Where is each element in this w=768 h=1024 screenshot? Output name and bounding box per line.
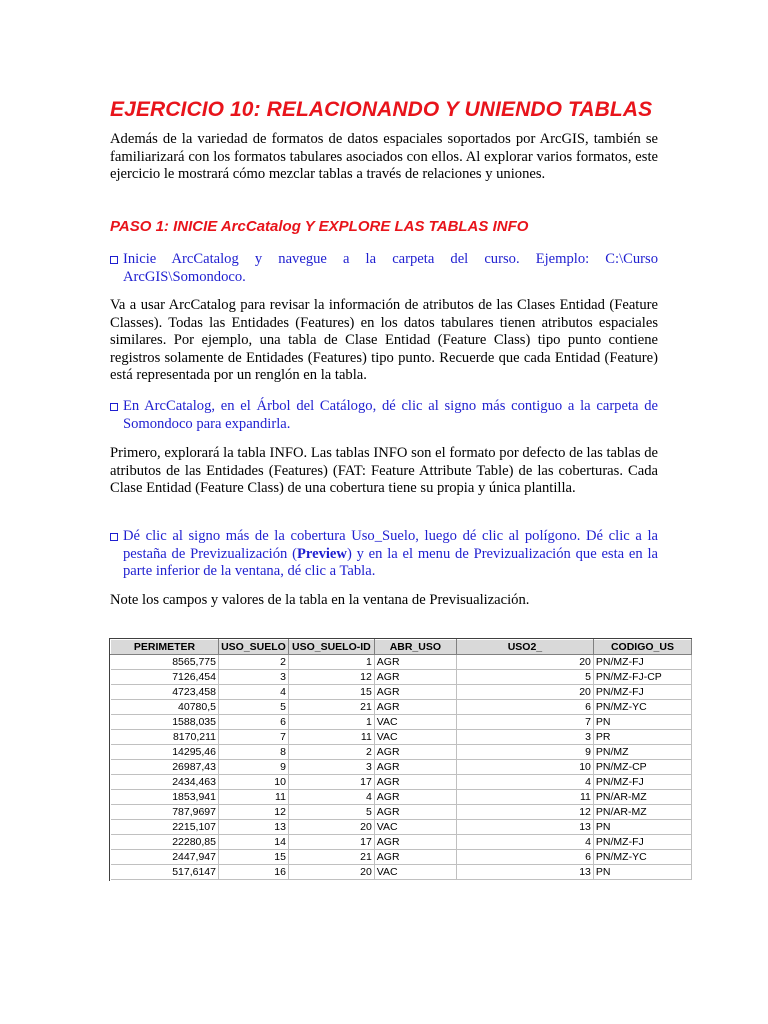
table-cell: 3 (288, 760, 374, 775)
table-cell: 10 (218, 775, 288, 790)
table-cell: PN/MZ-CP (593, 760, 691, 775)
table-cell: 1588,035 (111, 715, 219, 730)
table-row[interactable] (111, 670, 692, 685)
table-cell: 21 (288, 700, 374, 715)
table-cell: PN/MZ-FJ (593, 685, 691, 700)
table-row[interactable] (111, 835, 692, 850)
step-1-heading: PASO 1: INICIE ArcCatalog Y EXPLORE LAS TABLAS INFO (110, 218, 529, 235)
table-cell: PR (593, 730, 691, 745)
table-cell: 3 (218, 670, 288, 685)
table-cell: 6 (456, 700, 593, 715)
paragraph-info-tables: Primero, explorará la tabla INFO. Las tablas INFO son el formato por defecto de las tablas de atributos de las Entidades (Features) (FAT: Feature Attribute Table) de las coberturas. Cada Clase Entidad (Feature Class) de una cobertura tiene su propia y única plantilla. (110, 445, 658, 497)
table-cell: 11 (456, 790, 593, 805)
column-header[interactable]: ABR_USO (374, 640, 456, 655)
table-cell: PN/MZ-FJ-CP (593, 670, 691, 685)
table-cell: 11 (218, 790, 288, 805)
table-cell: PN/MZ-YC (593, 850, 691, 865)
table-row[interactable] (111, 805, 692, 820)
table-cell: 2215,107 (111, 820, 219, 835)
table-cell: 3 (456, 730, 593, 745)
table-cell: 11 (288, 730, 374, 745)
table-cell: AGR (374, 670, 456, 685)
bullet-text-part: Dé clic al signo más de la cobertura Uso_Suelo, luego dé clic al polígono. Dé clic a la pestaña de Previzualización ( (123, 528, 658, 562)
table-cell: 16 (218, 865, 288, 880)
table-cell: AGR (374, 745, 456, 760)
table-cell: 12 (456, 805, 593, 820)
table-cell: 787,9697 (111, 805, 219, 820)
table-cell: 8170,211 (111, 730, 219, 745)
table-cell: PN (593, 820, 691, 835)
table-cell: 2434,463 (111, 775, 219, 790)
bullet-item-2 (110, 398, 658, 433)
table-cell: 7126,454 (111, 670, 219, 685)
column-header[interactable]: USO2_ (456, 640, 593, 655)
table-cell: 7 (218, 730, 288, 745)
table-cell: 12 (218, 805, 288, 820)
table-cell: 12 (288, 670, 374, 685)
table-cell: 13 (218, 820, 288, 835)
table-row[interactable] (111, 685, 692, 700)
table-cell: AGR (374, 805, 456, 820)
column-header[interactable]: CODIGO_US (593, 640, 691, 655)
table-cell: 9 (456, 745, 593, 760)
square-bullet-icon (110, 403, 118, 411)
table-cell: VAC (374, 730, 456, 745)
table-cell: 40780,5 (111, 700, 219, 715)
table-cell: 4 (456, 775, 593, 790)
table-cell: 20 (288, 820, 374, 835)
table-cell: PN/MZ-FJ (593, 655, 691, 670)
table-cell: 15 (218, 850, 288, 865)
table-cell: 1 (288, 715, 374, 730)
table-cell: 4 (218, 685, 288, 700)
table-row[interactable] (111, 760, 692, 775)
table-cell: 10 (456, 760, 593, 775)
table-row[interactable] (111, 715, 692, 730)
column-header[interactable]: PERIMETER (111, 640, 219, 655)
table-cell: 26987,43 (111, 760, 219, 775)
table-cell: VAC (374, 715, 456, 730)
attribute-table (110, 639, 692, 880)
table-row[interactable] (111, 865, 692, 880)
square-bullet-icon (110, 533, 118, 541)
table-cell: AGR (374, 790, 456, 805)
table-row[interactable] (111, 700, 692, 715)
table-cell: 8565,775 (111, 655, 219, 670)
table-row[interactable] (111, 745, 692, 760)
table-cell: 13 (456, 865, 593, 880)
table-row[interactable] (111, 775, 692, 790)
table-cell: 17 (288, 775, 374, 790)
column-header[interactable]: USO_SUELO (218, 640, 288, 655)
table-row[interactable] (111, 730, 692, 745)
table-cell: VAC (374, 865, 456, 880)
table-cell: 5 (456, 670, 593, 685)
table-body (111, 655, 692, 880)
table-cell: PN/MZ (593, 745, 691, 760)
table-cell: 8 (218, 745, 288, 760)
table-cell: 1 (288, 655, 374, 670)
table-cell: 2447,947 (111, 850, 219, 865)
table-cell: AGR (374, 835, 456, 850)
intro-paragraph: Además de la variedad de formatos de datos espaciales soportados por ArcGIS, también se familiarizará con los formatos tabulares asociados con ellos. Al explorar varios formatos, este ejercicio le mostrará cómo mezclar tablas a través de relaciones y uniones. (110, 131, 658, 183)
table-cell: AGR (374, 775, 456, 790)
table-cell: PN/AR-MZ (593, 805, 691, 820)
table-cell: AGR (374, 685, 456, 700)
table-cell: AGR (374, 655, 456, 670)
table-cell: AGR (374, 850, 456, 865)
table-cell: 4 (288, 790, 374, 805)
paragraph-feature-classes: Va a usar ArcCatalog para revisar la información de atributos de las Clases Entidad (Feature Classes). Todas las Entidades (Features) en los datos tabulares tienen atributos espaciales similares. Por ejemplo, una tabla de Clase Entidad (Feature Class) tipo punto contiene registros solamente de Entidades (Features) tipo punto. Recuerde que cada Entidad (Feature) está representada por un renglón en la tabla. (110, 297, 658, 384)
table-cell: 517,6147 (111, 865, 219, 880)
table-cell: 14295,46 (111, 745, 219, 760)
table-cell: 2 (288, 745, 374, 760)
table-row[interactable] (111, 820, 692, 835)
table-cell: AGR (374, 700, 456, 715)
preview-term: Preview (296, 545, 347, 562)
table-cell: PN/MZ-YC (593, 700, 691, 715)
table-cell: 21 (288, 850, 374, 865)
table-cell: 1853,941 (111, 790, 219, 805)
table-cell: 2 (218, 655, 288, 670)
page-title: EJERCICIO 10: RELACIONANDO Y UNIENDO TABLAS (110, 98, 653, 121)
table-cell: PN/MZ-FJ (593, 835, 691, 850)
table-cell: PN/AR-MZ (593, 790, 691, 805)
table-cell: PN/MZ-FJ (593, 775, 691, 790)
table-cell: 5 (218, 700, 288, 715)
table-cell: PN (593, 865, 691, 880)
bullet-text: Inicie ArcCatalog y navegue a la carpeta del curso. Ejemplo: C:\Curso ArcGIS\Somondoco. (123, 251, 658, 285)
table-cell: 9 (218, 760, 288, 775)
table-cell: VAC (374, 820, 456, 835)
attribute-table-preview (109, 638, 692, 881)
table-cell: 6 (218, 715, 288, 730)
bullet-item-1 (110, 251, 658, 286)
bullet-text (110, 528, 658, 581)
table-cell: 20 (288, 865, 374, 880)
table-cell: 22280,85 (111, 835, 219, 850)
paragraph-note: Note los campos y valores de la tabla en la ventana de Previsualización. (110, 592, 530, 608)
table-row[interactable] (111, 655, 692, 670)
table-cell: PN (593, 715, 691, 730)
table-cell: 4 (456, 835, 593, 850)
table-row[interactable] (111, 850, 692, 865)
table-cell: 17 (288, 835, 374, 850)
table-cell: 20 (456, 655, 593, 670)
table-cell: 13 (456, 820, 593, 835)
square-bullet-icon (110, 256, 118, 264)
table-cell: 15 (288, 685, 374, 700)
table-cell: 5 (288, 805, 374, 820)
table-cell: 4723,458 (111, 685, 219, 700)
table-row[interactable] (111, 790, 692, 805)
table-header-row (111, 640, 692, 655)
bullet-text: En ArcCatalog, en el Árbol del Catálogo, dé clic al signo más contiguo a la carpeta de Somondoco para expandirla. (123, 398, 658, 432)
bullet-item-3 (110, 528, 658, 581)
bullet-text-part: ) y en la el menu de Previzualización que esta en la parte inferior de la ventana, dé clic a Tabla. (123, 545, 658, 580)
table-cell: AGR (374, 760, 456, 775)
column-header[interactable]: USO_SUELO-ID (288, 640, 374, 655)
table-cell: 14 (218, 835, 288, 850)
table-cell: 20 (456, 685, 593, 700)
table-cell: 7 (456, 715, 593, 730)
table-cell: 6 (456, 850, 593, 865)
